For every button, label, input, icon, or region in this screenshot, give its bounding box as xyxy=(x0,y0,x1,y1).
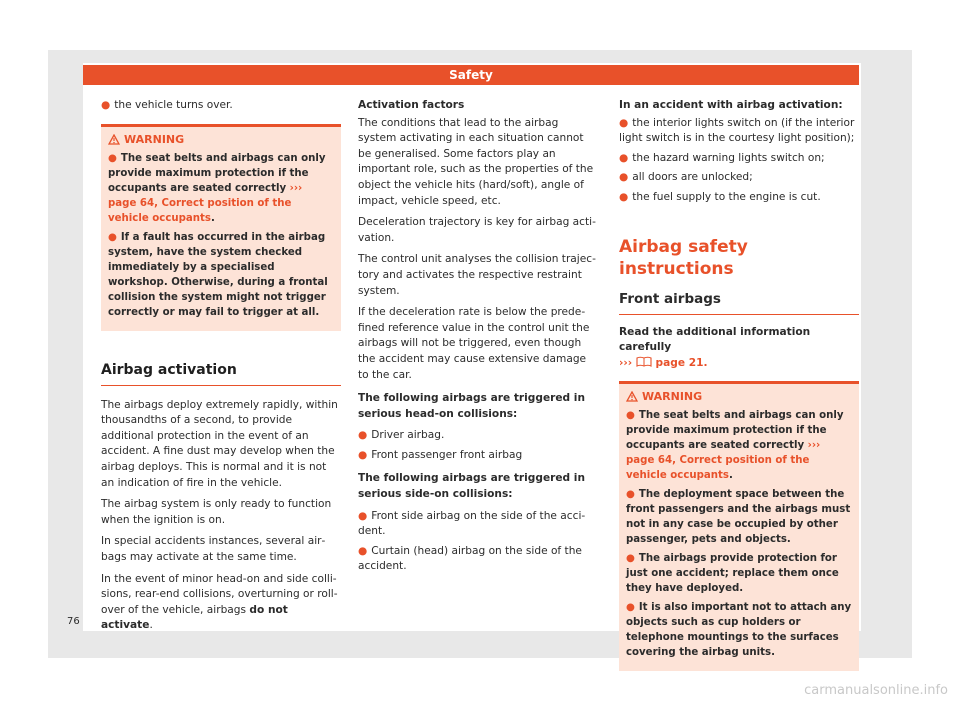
warning-box xyxy=(101,124,341,331)
paragraph: The conditions that lead to the airbag system activating in each situation cannot be generalised. Some factors play an important role, such as the properties of the object the vehicle hits (hard/soft), angle of impact, vehicle speed, etc. xyxy=(358,116,594,207)
paragraph-text: In the event of minor head-on and side collisions, rear-end collisions, overturning or rollover of the vehicle, airbags xyxy=(101,572,338,616)
bullet-icon: ● xyxy=(626,553,635,565)
list-item-text: the vehicle turns over. xyxy=(114,99,233,111)
warning-item xyxy=(108,151,334,226)
section-title: Front airbags xyxy=(619,290,859,315)
paragraph: Deceleration trajectory is key for airbag activation. xyxy=(358,216,596,244)
section-title: Airbag activation xyxy=(101,361,341,386)
warning-label: WARNING xyxy=(124,132,185,146)
list-item-text: the fuel supply to the engine is cut. xyxy=(632,190,821,203)
reference-arrows: ››› xyxy=(619,356,633,369)
page-reference-link[interactable]: ››› page 64, Correct position of the vehicle occupants xyxy=(108,182,303,224)
warning-header xyxy=(626,389,852,404)
warning-item xyxy=(626,551,852,596)
list-item xyxy=(358,448,598,464)
list-item xyxy=(619,170,859,186)
warning-item xyxy=(626,408,852,483)
watermark: carmanualsonline.info xyxy=(804,683,948,698)
list-item xyxy=(358,544,598,575)
bullet-icon: ● xyxy=(626,410,635,422)
bullet-icon: ● xyxy=(358,448,368,461)
bullet-icon: ● xyxy=(619,151,629,164)
column-3 xyxy=(619,98,859,671)
read-more xyxy=(619,325,859,372)
warning-item xyxy=(626,600,852,660)
paragraph: The airbags deploy extremely rapidly, within thousandths of a second, to provide additional protection in the event of an accident. A fine dust may develop when the airbag deploys. This is normal and it is not an indication of fire in the vehicle. xyxy=(101,398,338,489)
paragraph: In special accidents instances, several airbags may activate at the same time. xyxy=(101,535,326,563)
warning-text: It is also important not to attach any objects such as cup holders or telephone mountings to the surfaces covering the airbag units. xyxy=(626,602,852,659)
warning-tail: . xyxy=(210,212,215,224)
page-reference-link[interactable]: ››› page 64, Correct position of the vehicle occupants xyxy=(626,440,821,482)
bullet-icon: ● xyxy=(619,190,629,203)
list-item xyxy=(619,151,859,167)
bullet-icon: ● xyxy=(101,99,111,111)
list-item-text: Front side airbag on the side of the accident. xyxy=(358,509,586,538)
bullet-icon: ● xyxy=(108,152,117,164)
list-item-text: the interior lights switch on (if the interior light switch is in the courtesy light position); xyxy=(619,116,855,145)
paragraph: If the deceleration rate is below the predefined reference value in the control unit the airbags will not be triggered, even though the accident may cause extensive damage to the car. xyxy=(358,306,590,381)
list-item xyxy=(358,428,598,444)
emphasis-text: do not activate xyxy=(101,603,288,632)
list-item-text: Driver airbag. xyxy=(371,429,445,442)
paragraph-tail: . xyxy=(149,619,153,632)
list-item xyxy=(619,116,859,147)
book-icon xyxy=(636,356,652,367)
page-reference-link[interactable]: page 21. xyxy=(655,356,708,369)
bullet-icon: ● xyxy=(619,171,629,184)
section-header: Safety xyxy=(83,65,859,85)
warning-header xyxy=(108,132,334,147)
read-more-text: Read the additional information carefully xyxy=(619,325,811,354)
list-item-text: Curtain (head) airbag on the side of the accident. xyxy=(358,544,582,573)
warning-text: If a fault has occurred in the airbag system, have the system checked immediately by a specialised workshop. Otherwise, during a frontal collision the system might not trigger correctly or may fail to trigger at all. xyxy=(108,231,328,318)
paragraph xyxy=(101,572,341,634)
page-number: 76 xyxy=(67,616,80,627)
warning-triangle-icon xyxy=(626,391,638,402)
list-item-text: Front passenger front airbag xyxy=(371,448,523,461)
bullet-icon: ● xyxy=(358,544,368,557)
warning-label: WARNING xyxy=(642,390,703,404)
subheading: In an accident with airbag activation: xyxy=(619,99,843,111)
subheading: The following airbags are triggered in serious side-on collisions: xyxy=(358,472,585,501)
subheading: Activation factors xyxy=(358,99,465,111)
bullet-icon: ● xyxy=(358,429,368,442)
list-item-text: all doors are unlocked; xyxy=(632,171,753,184)
warning-item xyxy=(626,487,852,547)
warning-box xyxy=(619,381,859,671)
bullet-icon: ● xyxy=(626,602,635,614)
column-2 xyxy=(358,98,598,579)
warning-text: The seat belts and airbags can only provide maximum protection if the occupants are seated correctly xyxy=(626,410,844,452)
list-item-text: the hazard warning lights switch on; xyxy=(632,151,825,164)
warning-triangle-icon xyxy=(108,134,120,145)
warning-text: The airbags provide protection for just one accident; replace them once they have deployed. xyxy=(626,553,839,595)
list-item xyxy=(101,98,341,114)
warning-item xyxy=(108,230,334,320)
warning-text: The seat belts and airbags can only provide maximum protection if the occupants are seated correctly xyxy=(108,152,326,194)
warning-tail: . xyxy=(728,470,733,482)
column-1 xyxy=(101,98,341,640)
bullet-icon: ● xyxy=(108,231,117,243)
bullet-icon: ● xyxy=(358,509,368,522)
chapter-title: Airbag safety instructions xyxy=(619,236,748,279)
bullet-icon: ● xyxy=(626,489,635,501)
paragraph: The control unit analyses the collision trajectory and activates the respective restraint system. xyxy=(358,253,596,297)
warning-text: The deployment space between the front passengers and the airbags must not in any case be occupied by other passenger, pets and objects. xyxy=(626,489,851,546)
subheading: The following airbags are triggered in serious head-on collisions: xyxy=(358,392,585,420)
bullet-icon: ● xyxy=(619,116,629,129)
list-item xyxy=(619,190,859,206)
paragraph: The airbag system is only ready to function when the ignition is on. xyxy=(101,498,332,526)
list-item xyxy=(358,509,598,540)
